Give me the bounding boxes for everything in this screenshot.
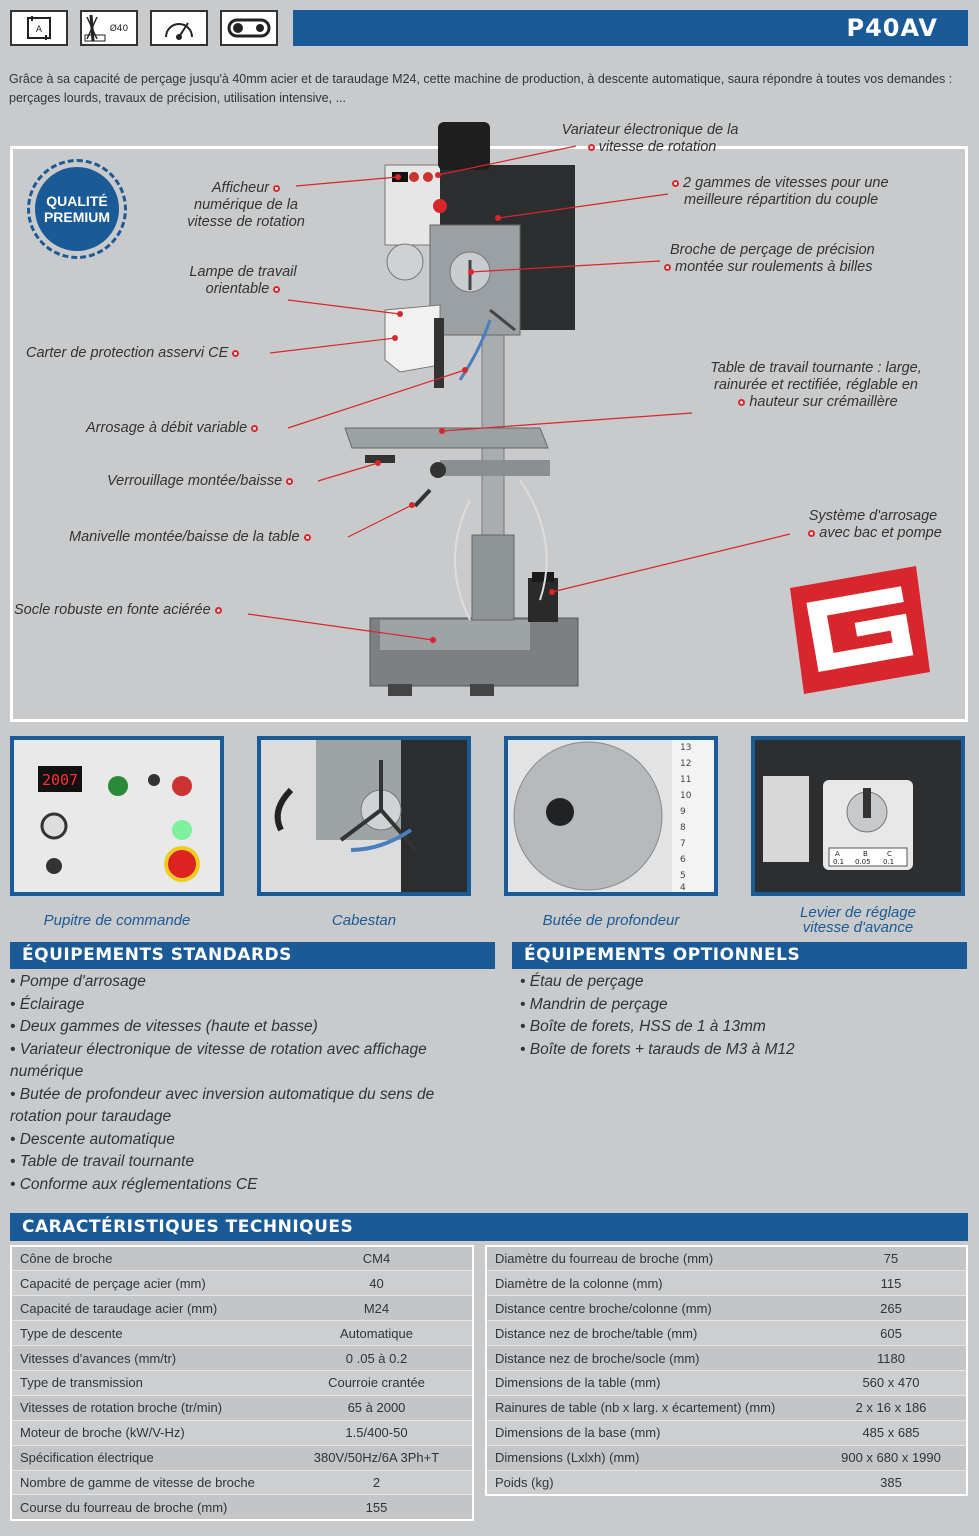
list-item: • Boîte de forets + tarauds de M3 à M12 xyxy=(520,1040,795,1058)
table-row xyxy=(11,1370,473,1395)
thumb-butee xyxy=(504,736,718,896)
spec-value: 900 x 680 x 1990 xyxy=(816,1445,967,1470)
list-item: • Étau de perçage xyxy=(520,973,644,990)
callout-carter xyxy=(26,345,239,362)
standards-title: ÉQUIPEMENTS STANDARDS xyxy=(10,942,495,969)
list-item: • Variateur électronique de vitesse de rotation avec affichage xyxy=(10,1040,427,1058)
thumb-display-value: 2007 xyxy=(41,771,79,789)
thumb-levier xyxy=(751,736,965,896)
spec-label: Type de transmission xyxy=(11,1370,281,1395)
scale-label: 13 xyxy=(680,743,692,753)
thumb-caption-levier-line2: vitesse d'avance xyxy=(802,919,914,936)
table-row xyxy=(486,1370,967,1395)
spec-label: Diamètre du fourreau de broche (mm) xyxy=(486,1246,816,1271)
model-title: P40AV xyxy=(293,10,968,46)
table-row xyxy=(486,1420,967,1445)
list-item: • Éclairage xyxy=(10,995,85,1013)
brand-logo-icon xyxy=(790,566,930,694)
badge-line1: QUALITÉ xyxy=(46,193,108,209)
callout-manivelle-text: Manivelle montée/baisse de la table xyxy=(69,529,300,545)
spec-label: Poids (kg) xyxy=(486,1470,816,1495)
table-row xyxy=(11,1445,473,1470)
table-row xyxy=(486,1296,967,1321)
list-item: • Boîte de forets, HSS de 1 à 13mm xyxy=(520,1018,766,1035)
spec-value: 2 xyxy=(281,1470,473,1495)
callout-afficheur-line3: vitesse de rotation xyxy=(187,214,305,230)
specs-title: CARACTÉRISTIQUES TECHNIQUES xyxy=(10,1213,968,1241)
spec-label: Rainures de table (nb x larg. x écartement) (mm) xyxy=(486,1395,816,1420)
thumb-pupitre xyxy=(10,736,224,896)
thumb-caption-butee: Butée de profondeur xyxy=(542,912,680,929)
spec-value: 1.5/400-50 xyxy=(281,1420,473,1445)
callout-manivelle xyxy=(69,529,311,546)
callout-dot xyxy=(738,399,745,406)
callout-gammes-line2: meilleure répartition du couple xyxy=(684,192,879,208)
spec-label: Distance nez de broche/table (mm) xyxy=(486,1321,816,1346)
scale-label: 4 xyxy=(680,883,686,892)
scale-label: 6 xyxy=(680,855,686,865)
badge-line2: PREMIUM xyxy=(43,209,111,225)
spec-label: Spécification électrique xyxy=(11,1445,281,1470)
callout-dot xyxy=(672,180,679,187)
spec-label: Dimensions (Lxlxh) (mm) xyxy=(486,1445,816,1470)
spec-label: Dimensions de la base (mm) xyxy=(486,1420,816,1445)
table-row xyxy=(11,1495,473,1520)
scale-label: 10 xyxy=(680,791,692,801)
spec-value: 605 xyxy=(816,1321,967,1346)
list-item: • Pompe d'arrosage xyxy=(10,973,146,990)
specs-table-right xyxy=(485,1245,968,1496)
spec-value: 265 xyxy=(816,1296,967,1321)
thumb-caption-levier xyxy=(751,905,965,935)
callout-carter-text: Carter de protection asservi CE xyxy=(26,345,229,361)
spec-label: Capacité de taraudage acier (mm) xyxy=(11,1296,281,1321)
callout-lampe-line1: Lampe de travail xyxy=(189,264,297,280)
plate-label: B xyxy=(863,850,868,858)
callout-gammes xyxy=(668,175,928,209)
thumb-caption-pupitre: Pupitre de commande xyxy=(43,912,191,929)
callout-lampe-line2: orientable xyxy=(205,281,270,297)
callout-arrosage xyxy=(86,420,258,437)
callout-dot xyxy=(273,185,280,192)
scale-label: 7 xyxy=(680,839,686,849)
table-row xyxy=(11,1321,473,1346)
scale-label: 9 xyxy=(680,807,686,817)
plate-label: 0.05 xyxy=(855,858,871,866)
list-item: numérique xyxy=(10,1063,84,1080)
plate-label: 0.1 xyxy=(883,858,895,866)
spec-value: M24 xyxy=(281,1296,473,1321)
table-row xyxy=(486,1246,967,1271)
spec-label: Dimensions de la table (mm) xyxy=(486,1370,816,1395)
table-row xyxy=(11,1395,473,1420)
spec-label: Moteur de broche (kW/V-Hz) xyxy=(11,1420,281,1445)
table-row xyxy=(11,1470,473,1495)
callout-verrouillage xyxy=(107,473,293,490)
spec-label: Cône de broche xyxy=(11,1246,281,1271)
callout-broche-line1: Broche de perçage de précision xyxy=(670,242,875,258)
list-item: • Descente automatique xyxy=(10,1130,175,1148)
callout-broche-line2: montée sur roulements à billes xyxy=(675,259,873,275)
callout-afficheur-line2: numérique de la xyxy=(194,197,298,213)
callout-dot xyxy=(232,350,239,357)
scale-label: 11 xyxy=(680,775,692,785)
callout-afficheur-line1: Afficheur xyxy=(211,180,270,196)
spec-value: 385 xyxy=(816,1470,967,1495)
callout-afficheur xyxy=(176,180,316,231)
plate-label: A xyxy=(835,850,840,858)
callout-socle-text: Socle robuste en fonte aciérée xyxy=(14,602,211,618)
list-item: • Conforme aux réglementations CE xyxy=(10,1175,258,1193)
spec-label: Course du fourreau de broche (mm) xyxy=(11,1495,281,1520)
list-item: rotation pour taraudage xyxy=(10,1108,172,1125)
spec-value: 1180 xyxy=(816,1346,967,1371)
list-item: • Table de travail tournante xyxy=(10,1153,195,1170)
plate-label: C xyxy=(887,850,892,858)
callout-dot xyxy=(215,607,222,614)
spec-label: Distance nez de broche/socle (mm) xyxy=(486,1346,816,1371)
options-title: ÉQUIPEMENTS OPTIONNELS xyxy=(512,942,967,969)
list-item: • Butée de profondeur avec inversion automatique du sens de xyxy=(10,1085,435,1103)
spec-value: 2 x 16 x 186 xyxy=(816,1395,967,1420)
spec-label: Vitesses d'avances (mm/tr) xyxy=(11,1346,281,1371)
callout-socle xyxy=(14,602,222,619)
callout-table xyxy=(685,360,947,411)
callout-table-line3: hauteur sur crémaillère xyxy=(749,394,898,410)
spec-value: 485 x 685 xyxy=(816,1420,967,1445)
table-row xyxy=(11,1296,473,1321)
table-row xyxy=(11,1271,473,1296)
callout-dot xyxy=(273,286,280,293)
spec-value: 560 x 470 xyxy=(816,1370,967,1395)
spec-value: 155 xyxy=(281,1495,473,1520)
thumb-caption-levier-line1: Levier de réglage xyxy=(800,904,916,921)
table-row xyxy=(486,1445,967,1470)
table-row xyxy=(11,1346,473,1371)
table-row xyxy=(486,1271,967,1296)
spec-label: Distance centre broche/colonne (mm) xyxy=(486,1296,816,1321)
spec-value: 65 à 2000 xyxy=(281,1395,473,1420)
spec-value: 115 xyxy=(816,1271,967,1296)
specs-table-left xyxy=(10,1245,474,1521)
spec-value: Courroie crantée xyxy=(281,1370,473,1395)
spec-value: 40 xyxy=(281,1271,473,1296)
callout-arrosage-text: Arrosage à débit variable xyxy=(86,420,248,436)
options-list xyxy=(520,971,960,1061)
callout-systeme xyxy=(788,508,958,542)
spec-value: 0 .05 à 0.2 xyxy=(281,1346,473,1371)
table-row xyxy=(11,1420,473,1445)
callout-variateur-line1: Variateur électronique de la xyxy=(561,122,739,138)
callout-lampe xyxy=(168,264,318,298)
callout-dot xyxy=(588,144,595,151)
callout-variateur-line2: vitesse de rotation xyxy=(598,139,717,155)
callout-table-line1: Table de travail tournante : large, xyxy=(710,360,922,376)
thumb-caption-cabestan: Cabestan xyxy=(331,912,397,929)
spec-label: Type de descente xyxy=(11,1321,281,1346)
spec-label: Vitesses de rotation broche (tr/min) xyxy=(11,1395,281,1420)
table-row xyxy=(486,1321,967,1346)
callout-dot xyxy=(304,534,311,541)
thumb-cabestan xyxy=(257,736,471,896)
scale-label: 12 xyxy=(680,759,692,769)
spec-label: Nombre de gamme de vitesse de broche xyxy=(11,1470,281,1495)
spec-value: Automatique xyxy=(281,1321,473,1346)
callout-table-line2: rainurée et rectifiée, réglable en xyxy=(714,377,918,393)
callout-dot xyxy=(286,478,293,485)
spec-label: Diamètre de la colonne (mm) xyxy=(486,1271,816,1296)
spec-value: CM4 xyxy=(281,1246,473,1271)
callout-systeme-line1: Système d'arrosage xyxy=(808,508,938,524)
standards-list xyxy=(10,971,490,1196)
scale-label: 5 xyxy=(680,871,686,881)
svg-text:A: A xyxy=(35,25,43,35)
table-row xyxy=(486,1346,967,1371)
spec-label: Capacité de perçage acier (mm) xyxy=(11,1271,281,1296)
table-row xyxy=(486,1470,967,1495)
callout-broche xyxy=(660,242,930,276)
callout-gammes-line1: 2 gammes de vitesses pour une xyxy=(683,175,889,191)
callout-verrouillage-text: Verrouillage montée/baisse xyxy=(107,473,283,489)
table-row xyxy=(486,1395,967,1420)
callout-dot xyxy=(808,530,815,537)
callout-systeme-line2: avec bac et pompe xyxy=(819,525,942,541)
spec-value: 380V/50Hz/6A 3Ph+T xyxy=(281,1445,473,1470)
intro-text: Grâce à sa capacité de perçage jusqu'à 40mm acier et de taraudage M24, cette machine de production, à descente automatique, saura répondre à toutes vos demandes : perçages lourds, travaux de précision, utilisation intensive, ... xyxy=(9,72,953,105)
callout-dot xyxy=(664,264,671,271)
drill-capacity-label: Ø40 xyxy=(109,24,129,34)
list-item: • Deux gammes de vitesses (haute et basse) xyxy=(10,1018,318,1035)
callout-variateur xyxy=(545,122,755,156)
scale-label: 8 xyxy=(680,823,686,833)
plate-label: 0.1 xyxy=(833,858,845,866)
list-item: • Mandrin de perçage xyxy=(520,995,668,1013)
callout-dot xyxy=(251,425,258,432)
spec-value: 75 xyxy=(816,1246,967,1271)
table-row xyxy=(11,1246,473,1271)
